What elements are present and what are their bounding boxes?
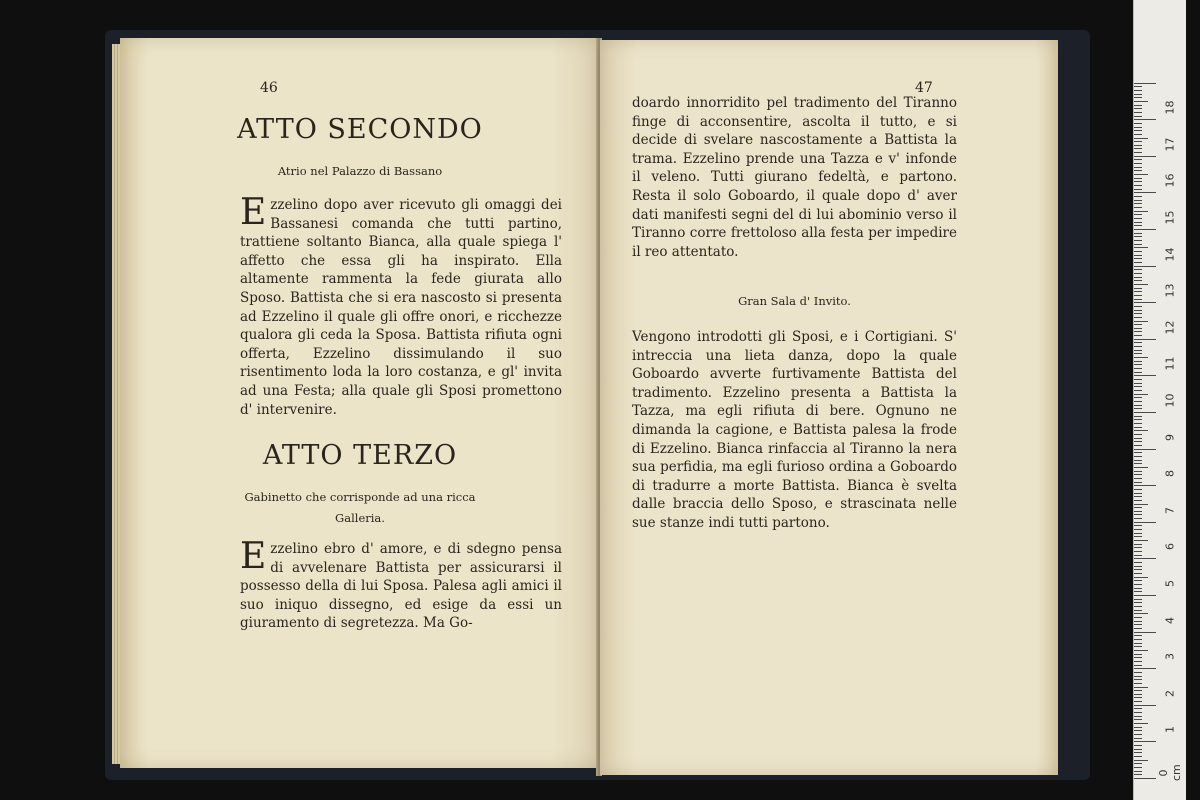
ruler-tick <box>1134 588 1142 589</box>
ruler-label: 13 <box>1163 283 1177 298</box>
ruler-tick <box>1134 511 1142 512</box>
ruler-tick <box>1134 302 1156 303</box>
ruler-tick <box>1134 683 1142 684</box>
ruler-tick <box>1134 408 1142 409</box>
ruler-tick <box>1134 207 1142 208</box>
ruler-tick <box>1134 277 1142 278</box>
scene-setting: Gran Sala d' Invito. <box>738 294 851 308</box>
act-three-paragraph <box>240 536 562 633</box>
left-page <box>120 38 598 768</box>
ruler-label: 16 <box>1163 173 1177 188</box>
ruler-label: 1 <box>1163 726 1177 734</box>
ruler-tick <box>1134 328 1142 329</box>
ruler-tick <box>1134 661 1142 662</box>
ruler-label: 17 <box>1163 137 1177 152</box>
ruler-tick <box>1134 701 1142 702</box>
ruler-tick <box>1134 719 1142 720</box>
ruler-tick <box>1134 364 1142 365</box>
ruler-tick <box>1134 159 1142 160</box>
ruler-tick <box>1134 101 1148 102</box>
ruler-tick <box>1134 273 1142 274</box>
ruler-tick <box>1134 225 1142 226</box>
ruler-tick <box>1134 705 1156 706</box>
ruler-tick <box>1134 105 1142 106</box>
ruler-tick <box>1134 774 1142 775</box>
ruler-tick <box>1134 752 1142 753</box>
ruler-tick <box>1134 255 1142 256</box>
ruler-tick <box>1134 566 1142 567</box>
ruler-tick <box>1134 342 1142 343</box>
ruler-tick <box>1134 577 1148 578</box>
ruler-tick <box>1134 185 1142 186</box>
ruler-tick <box>1134 441 1142 442</box>
ruler-tick <box>1134 321 1148 322</box>
ruler-tick <box>1134 496 1142 497</box>
ruler-tick <box>1134 547 1142 548</box>
continued-paragraph: doardo innorridito pel tradimento del Tiranno finge di acconsentire, ascolta il tutto, e si decide di svelare nascostamente a Battista la trama. Ezzelino prende una Tazza e v' infonde il veleno. Tutti giurano fedeltà, e partono. Resta il solo Goboardo, il quale dopo d' aver dati manifesti segni del di lui abominio verso il Tiranno corre frettoloso alla festa per impedire il reo attentato. <box>632 95 957 260</box>
ruler-tick <box>1134 529 1142 530</box>
ruler-tick <box>1134 687 1148 688</box>
ruler-tick <box>1134 730 1142 731</box>
ruler-tick <box>1134 430 1148 431</box>
ruler-tick <box>1134 427 1142 428</box>
ruler-tick <box>1134 310 1142 311</box>
ruler-label: 18 <box>1163 100 1177 115</box>
ruler-tick <box>1134 562 1142 563</box>
ruler-tick <box>1134 419 1142 420</box>
ruler-tick <box>1134 471 1142 472</box>
ruler-tick <box>1134 478 1142 479</box>
ruler-tick <box>1134 434 1142 435</box>
ruler-tick <box>1134 639 1142 640</box>
measurement-ruler <box>1133 0 1186 800</box>
ruler-tick <box>1134 346 1142 347</box>
ruler-tick <box>1134 624 1142 625</box>
ruler-label: 5 <box>1163 580 1177 587</box>
ruler-tick <box>1134 676 1142 677</box>
ruler-tick <box>1134 734 1142 735</box>
ruler-tick <box>1134 723 1148 724</box>
ruler-tick <box>1134 672 1142 673</box>
ruler-tick <box>1134 650 1148 651</box>
ruler-tick <box>1134 507 1142 508</box>
page-number: 47 <box>915 80 933 96</box>
ruler-tick <box>1134 269 1142 270</box>
ruler-tick <box>1134 602 1142 603</box>
ruler-tick <box>1134 438 1142 439</box>
drop-cap: E <box>240 192 267 233</box>
ruler-label: 12 <box>1163 320 1177 335</box>
ruler-tick <box>1134 313 1142 314</box>
final-scene-paragraph: Vengono introdotti gli Sposi, e i Cortigiani. S' intreccia una lieta danza, dopo la quale Goboardo avverte furtivamente Battista del tradimento. Ezzelino presenta a Battista la Tazza, ma egli rifiuta di bere. Ognuno ne dimanda la cagione, e Battista palesa la frode di Ezzelino. Bianca rinfaccia al Tiranno la nera sua perfidia, ma egli furioso ordina a Goboardo di tradurre a morte Battista. Bianca è svelta dalle braccia dello Sposo, e strascinata nelle sue stanze indi tutti partono. <box>632 329 957 531</box>
ruler-tick <box>1134 295 1142 296</box>
ruler-tick <box>1134 569 1142 570</box>
ruler-tick <box>1134 401 1142 402</box>
ruler-tick <box>1134 123 1142 124</box>
ruler-tick <box>1134 350 1142 351</box>
ruler-tick <box>1134 621 1142 622</box>
ruler-tick <box>1134 372 1142 373</box>
ruler-tick <box>1134 156 1156 157</box>
ruler-tick <box>1134 145 1142 146</box>
ruler-tick <box>1134 214 1142 215</box>
ruler-tick <box>1134 361 1142 362</box>
ruler-tick <box>1134 763 1142 764</box>
ruler-tick <box>1134 522 1156 523</box>
ruler-tick <box>1134 533 1142 534</box>
ruler-tick <box>1134 708 1142 709</box>
ruler-label: 9 <box>1163 433 1177 441</box>
ruler-tick <box>1134 668 1156 669</box>
drop-cap: E <box>240 536 267 577</box>
ruler-tick <box>1134 599 1142 600</box>
ruler-tick <box>1134 152 1142 153</box>
ruler-tick <box>1134 558 1156 559</box>
ruler-tick <box>1134 331 1142 332</box>
act-two-text: zzelino dopo aver ricevuto gli omaggi dei Bassanesi comanda che tutti partino, trattiene soltanto Bianca, alla quale spiega l' affetto che essa gli ha inspirato. Ella altamente rammenta la fede giurata allo Sposo. Battista che si era nascosto si presenta ad Ezzelino il quale gli offre onori, e ricchezze qualora gli ceda la Sposa. Battista rifiuta ogni offerta, Ezzelino dissimulando il suo risentimento loda la loro costanza, e gl' invita ad una Festa; alla quale gli Sposi promettono d' intervenire. <box>240 197 562 418</box>
ruler-tick <box>1134 397 1142 398</box>
ruler-tick <box>1134 339 1156 340</box>
ruler-tick <box>1134 288 1142 289</box>
ruler-tick <box>1134 514 1142 515</box>
ruler-tick <box>1134 712 1142 713</box>
ruler-tick <box>1134 196 1142 197</box>
ruler-tick <box>1134 200 1142 201</box>
ruler-tick <box>1134 456 1142 457</box>
ruler-label: 0 cm <box>1157 764 1183 781</box>
ruler-tick <box>1134 203 1142 204</box>
ruler-tick <box>1134 504 1148 505</box>
ruler-tick <box>1134 665 1142 666</box>
ruler-tick <box>1134 536 1142 537</box>
ruler-tick <box>1134 727 1142 728</box>
ruler-tick <box>1134 405 1142 406</box>
ruler-label: 14 <box>1163 247 1177 262</box>
ruler-tick <box>1134 452 1142 453</box>
ruler-tick <box>1134 130 1142 131</box>
ruler-tick <box>1134 353 1142 354</box>
ruler-label: 10 <box>1163 393 1177 408</box>
ruler-tick <box>1134 174 1148 175</box>
ruler-tick <box>1134 741 1156 742</box>
ruler-tick <box>1134 357 1148 358</box>
ruler-tick <box>1134 518 1142 519</box>
ruler-tick <box>1134 218 1142 219</box>
ruler-tick <box>1134 595 1156 596</box>
ruler-tick <box>1134 613 1148 614</box>
ruler-tick <box>1134 500 1142 501</box>
ruler-tick <box>1134 299 1142 300</box>
ruler-tick <box>1134 445 1142 446</box>
ruler-tick <box>1134 229 1156 230</box>
ruler-tick <box>1134 90 1142 91</box>
ruler-tick <box>1134 280 1142 281</box>
ruler-tick <box>1134 375 1156 376</box>
ruler-tick <box>1134 240 1142 241</box>
ruler-tick <box>1134 463 1142 464</box>
ruler-tick <box>1134 390 1142 391</box>
ruler-tick <box>1134 167 1142 168</box>
ruler-label: 4 <box>1163 616 1177 624</box>
ruler-tick <box>1134 690 1142 691</box>
ruler-tick <box>1134 591 1142 592</box>
ruler-tick <box>1134 544 1142 545</box>
ruler-tick <box>1134 646 1142 647</box>
ruler-tick <box>1134 482 1142 483</box>
ruler-tick <box>1134 485 1156 486</box>
ruler-tick <box>1134 189 1142 190</box>
ruler-label: 7 <box>1163 506 1177 514</box>
ruler-tick <box>1134 610 1142 611</box>
ruler-tick <box>1134 657 1142 658</box>
ruler-tick <box>1134 306 1142 307</box>
ruler-tick <box>1134 258 1142 259</box>
ruler-tick <box>1134 97 1142 98</box>
ruler-tick <box>1134 291 1142 292</box>
ruler-tick <box>1134 584 1142 585</box>
ruler-tick <box>1134 580 1142 581</box>
ruler-tick <box>1134 738 1142 739</box>
ruler-tick <box>1134 148 1142 149</box>
ruler-label: 6 <box>1163 543 1177 551</box>
ruler-tick <box>1134 416 1142 417</box>
ruler-tick <box>1134 525 1142 526</box>
ruler-tick <box>1134 643 1142 644</box>
right-page <box>600 40 1058 775</box>
ruler-tick <box>1134 716 1142 717</box>
ruler-tick <box>1134 778 1156 779</box>
act-two-paragraph <box>240 192 562 419</box>
ruler-tick <box>1134 654 1142 655</box>
ruler-tick <box>1134 423 1142 424</box>
ruler-tick <box>1134 493 1142 494</box>
ruler-tick <box>1134 632 1156 633</box>
ruler-tick <box>1134 244 1142 245</box>
ruler-tick <box>1134 540 1148 541</box>
ruler-label: 11 <box>1163 356 1177 371</box>
ruler-tick <box>1134 573 1142 574</box>
act-three-text: zzelino ebro d' amore, e di sdegno pensa di avvelenare Battista per assicurarsi il possesso della di lui Sposa. Palesa agli amici il suo iniquo dissegno, ed esige da essi un giuramento di segretezza. Ma Go- <box>240 541 562 632</box>
ruler-tick <box>1134 317 1142 318</box>
ruler-tick <box>1134 767 1142 768</box>
ruler-tick <box>1134 489 1142 490</box>
ruler-tick <box>1134 141 1142 142</box>
ruler-tick <box>1134 119 1156 120</box>
ruler-tick <box>1134 134 1142 135</box>
ruler-tick <box>1134 386 1142 387</box>
page-number: 46 <box>260 80 278 96</box>
ruler-tick <box>1134 460 1142 461</box>
ruler-tick <box>1134 178 1142 179</box>
ruler-tick <box>1134 628 1142 629</box>
ruler-tick <box>1134 211 1148 212</box>
ruler-tick <box>1134 247 1148 248</box>
ruler-tick <box>1134 83 1156 84</box>
ruler-tick <box>1134 635 1142 636</box>
ruler-label: 15 <box>1163 210 1177 225</box>
ruler-tick <box>1134 379 1142 380</box>
ruler-tick <box>1134 284 1148 285</box>
ruler-tick <box>1134 138 1148 139</box>
ruler-tick <box>1134 192 1156 193</box>
ruler-tick <box>1134 467 1148 468</box>
ruler-tick <box>1134 112 1142 113</box>
ruler-tick <box>1134 617 1142 618</box>
ruler-tick <box>1134 383 1142 384</box>
ruler-tick <box>1134 251 1142 252</box>
ruler-tick <box>1134 181 1142 182</box>
ruler-tick <box>1134 756 1142 757</box>
ruler-tick <box>1134 335 1142 336</box>
ruler-tick <box>1134 86 1142 87</box>
ruler-tick <box>1134 324 1142 325</box>
ruler-tick <box>1134 163 1142 164</box>
ruler-tick <box>1134 606 1142 607</box>
ruler-tick <box>1134 412 1156 413</box>
ruler-tick <box>1134 697 1142 698</box>
ruler-tick <box>1134 679 1142 680</box>
ruler-tick <box>1134 236 1142 237</box>
ruler-tick <box>1134 170 1142 171</box>
ruler-label: 8 <box>1163 470 1177 478</box>
ruler-tick <box>1134 266 1156 267</box>
ruler-tick <box>1134 394 1148 395</box>
ruler-tick <box>1134 551 1142 552</box>
ruler-tick <box>1134 555 1142 556</box>
ruler-tick <box>1134 449 1156 450</box>
ruler-tick <box>1134 745 1142 746</box>
ruler-tick <box>1134 368 1142 369</box>
ruler-tick <box>1134 694 1142 695</box>
ruler-tick <box>1134 233 1142 234</box>
ruler-tick <box>1134 262 1142 263</box>
act-three-setting-line1: Gabinetto che corrisponde ad una ricca <box>244 490 476 504</box>
act-two-title: ATTO SECONDO <box>237 114 483 145</box>
ruler-label: 3 <box>1163 653 1177 661</box>
act-three-setting-line2: Galleria. <box>335 511 385 525</box>
ruler-tick <box>1134 94 1142 95</box>
ruler-tick <box>1134 127 1142 128</box>
act-three-title: ATTO TERZO <box>262 440 458 471</box>
ruler-tick <box>1134 474 1142 475</box>
ruler-label: 2 <box>1163 689 1177 697</box>
ruler-tick <box>1134 108 1142 109</box>
ruler-tick <box>1134 771 1142 772</box>
ruler-tick <box>1134 760 1148 761</box>
ruler-tick <box>1134 116 1142 117</box>
ruler-tick <box>1134 749 1142 750</box>
act-two-setting: Atrio nel Palazzo di Bassano <box>277 164 443 178</box>
ruler-tick <box>1134 222 1142 223</box>
